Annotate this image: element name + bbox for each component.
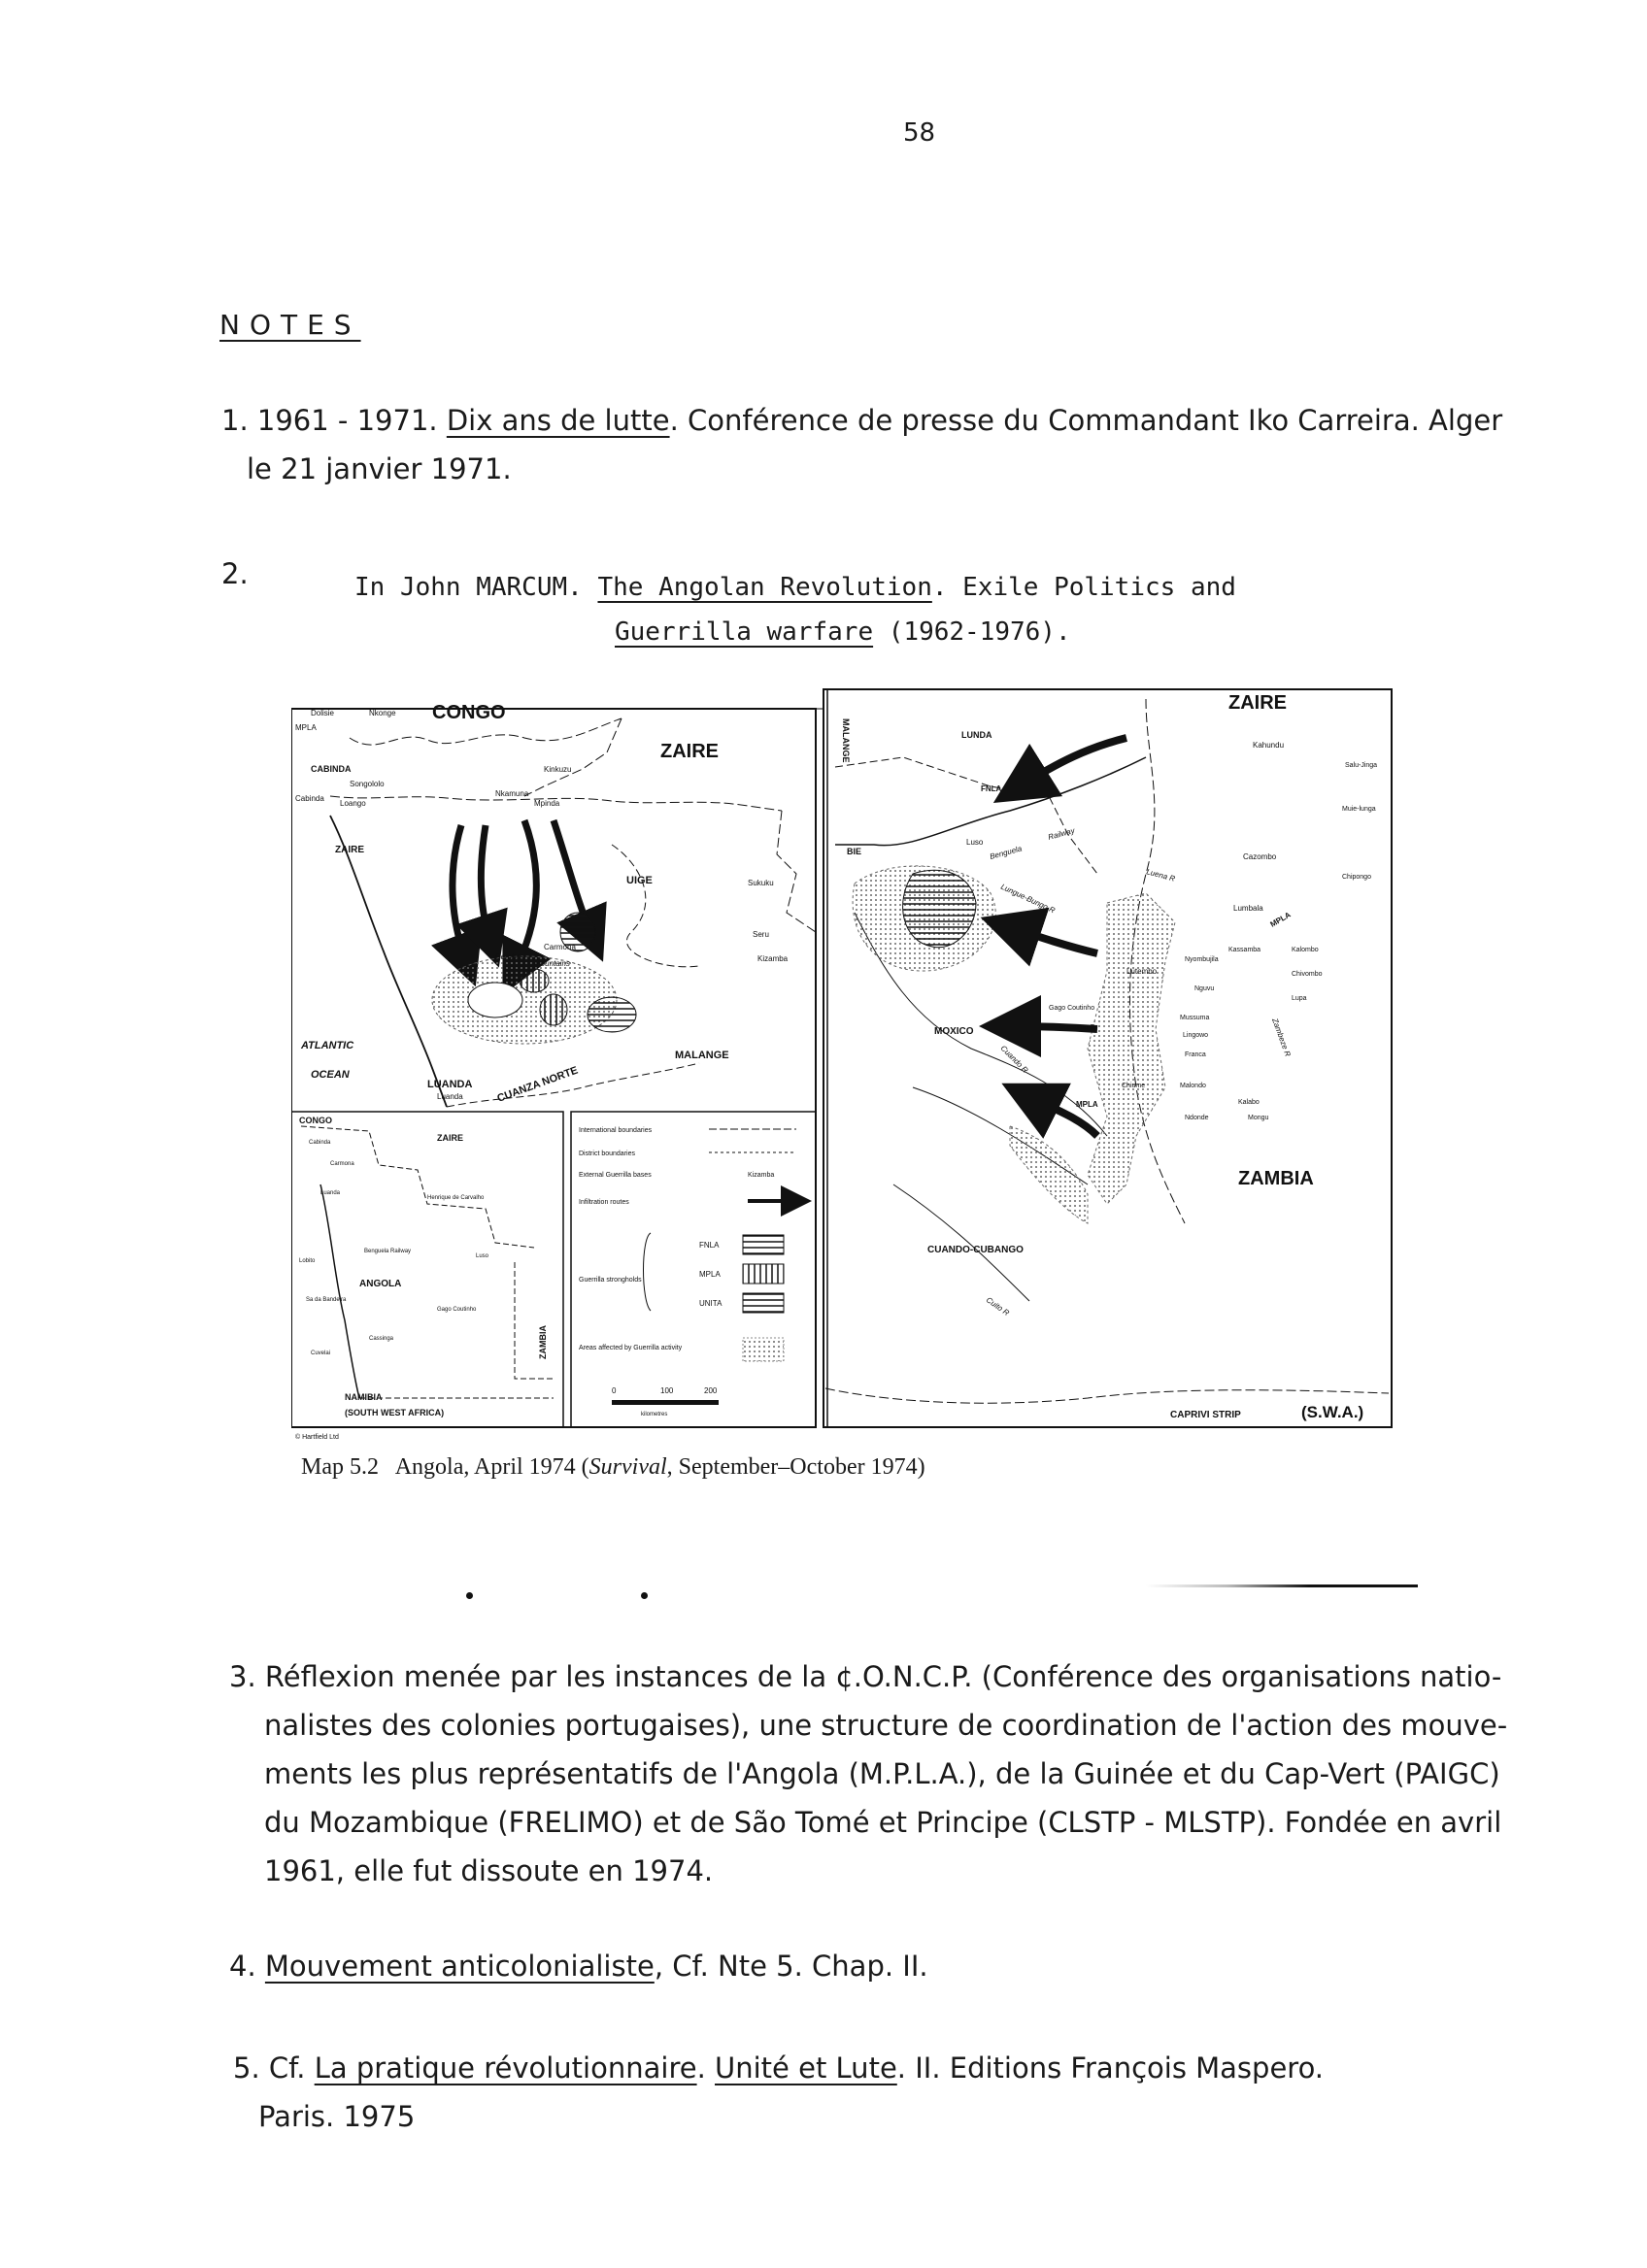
note-3 xyxy=(229,1652,1608,1895)
right-label-ndonde: Ndonde xyxy=(1185,1115,1209,1121)
note-5-text: . II. Editions François Maspero. xyxy=(896,2051,1325,2085)
right-label-lumbala: Lumbala xyxy=(1233,904,1263,913)
scan-streak xyxy=(1146,1584,1418,1587)
left-map-frame xyxy=(291,709,816,1427)
inset-cabinda: Cabinda xyxy=(309,1140,331,1146)
note-5-mid: . xyxy=(696,2051,706,2085)
right-label-mussuma-r: Mussuma R xyxy=(1059,1024,1095,1031)
inset-henrique: Henrique de Carvalho xyxy=(427,1195,485,1201)
legend-bases: External Guerrilla bases xyxy=(579,1172,652,1179)
right-label-kalombo: Kalombo xyxy=(1292,947,1319,953)
note-2-title2: Guerrilla warfare xyxy=(615,617,874,647)
right-label-swa: (S.W.A.) xyxy=(1301,1403,1364,1421)
legend-strongholds: Guerrilla strongholds xyxy=(579,1277,642,1284)
right-label-chivombo: Chivombo xyxy=(1292,971,1323,978)
label-cabinda: CABINDA xyxy=(311,764,352,774)
right-label-lupa: Lupa xyxy=(1292,995,1307,1002)
note-3-line-5: 1961, elle fut dissoute en 1974. xyxy=(264,1854,714,1887)
right-label-luso: Luso xyxy=(966,838,984,847)
right-label-malondo: Malondo xyxy=(1180,1083,1206,1089)
inset-luso: Luso xyxy=(476,1253,489,1259)
label-sukuku: Sukuku xyxy=(748,879,774,887)
right-label-zambia: ZAMBIA xyxy=(1238,1168,1314,1189)
inset-cuvelai: Cuvelai xyxy=(311,1351,331,1356)
label-cabinda-town: Cabinda xyxy=(295,794,324,803)
note-5-number: 5. xyxy=(233,2051,260,2085)
note-3-line-2: nalistes des colonies portugaises), une structure de coordination de l'action des mouve- xyxy=(264,1709,1508,1742)
inset-swa: (SOUTH WEST AFRICA) xyxy=(345,1408,445,1418)
right-label-mussuma: Mussuma xyxy=(1180,1015,1210,1021)
legend-scale-100: 100 xyxy=(660,1386,674,1395)
label-nkamuna: Nkamuna xyxy=(495,789,529,798)
label-luanda: LUANDA xyxy=(427,1079,473,1090)
label-ocean: OCEAN xyxy=(311,1069,350,1081)
inset-cassinga: Cassinga xyxy=(369,1336,394,1342)
inset-gago: Gago Coutinho xyxy=(437,1307,477,1313)
label-mountains: Mountains xyxy=(534,959,570,968)
note-2-post: . Exile Politics and xyxy=(931,573,1236,602)
legend-scale-200: 200 xyxy=(704,1386,718,1395)
note-2-number: 2. xyxy=(221,557,249,590)
scan-speck xyxy=(466,1592,473,1599)
map-caption-end: , September–October 1974) xyxy=(666,1454,925,1480)
map-caption-journal: Survival xyxy=(588,1454,667,1480)
note-2-pre: In John MARCUM. xyxy=(354,573,583,602)
label-atlantic: ATLANTIC xyxy=(301,1040,354,1051)
right-label-mpla-east: MPLA xyxy=(1268,910,1293,929)
scan-speck xyxy=(641,1592,648,1599)
right-label-luena: Luena R xyxy=(1145,867,1177,884)
label-luanda-town: Luanda xyxy=(437,1092,463,1101)
legend-district: District boundaries xyxy=(579,1151,635,1157)
right-label-lunda: LUNDA xyxy=(961,730,992,740)
label-carmona: Carmona xyxy=(544,943,576,951)
inset-frame xyxy=(291,1112,563,1427)
note-2-post2: (1962-1976). xyxy=(873,617,1071,647)
right-label-lungue: Lungue-Bungo R xyxy=(999,882,1057,916)
inset-sa-bandeira: Sa da Bandeira xyxy=(306,1297,347,1303)
inset-angola: ANGOLA xyxy=(359,1279,402,1289)
right-label-chiume: Chiume xyxy=(1122,1083,1146,1089)
label-mpinda: Mpinda xyxy=(534,799,560,808)
legend-intl: International boundaries xyxy=(579,1127,653,1134)
right-label-mongu: Mongu xyxy=(1248,1115,1269,1121)
note-5-title: La pratique révolutionnaire xyxy=(314,2051,697,2085)
legend-fnla: FNLA xyxy=(699,1241,720,1250)
inset-namibia: NAMIBIA xyxy=(345,1392,383,1402)
right-label-cazombo: Cazombo xyxy=(1243,852,1277,861)
label-malange-left: MALANGE xyxy=(675,1050,729,1061)
note-5 xyxy=(233,2044,1324,2141)
note-4-title: Mouvement anticolonialiste xyxy=(264,1950,655,1983)
inset-zaire: ZAIRE xyxy=(437,1133,463,1143)
right-label-nguvu: Nguvu xyxy=(1194,985,1215,992)
note-5-pre: Cf. xyxy=(268,2051,306,2085)
note-1-line2: le 21 janvier 1971. xyxy=(247,452,512,485)
legend-routes: Infiltration routes xyxy=(579,1199,629,1206)
label-dolisie: Dolisie xyxy=(311,709,335,717)
legend-unita: UNITA xyxy=(699,1299,723,1308)
notes-heading: NOTES xyxy=(219,309,361,341)
right-label-gago: Gago Coutinho xyxy=(1049,1005,1095,1012)
right-label-kahundu: Kahundu xyxy=(1253,741,1285,750)
right-label-cuito: Cuito R xyxy=(984,1295,1011,1317)
note-4-number: 4. xyxy=(229,1950,256,1983)
right-label-malange: MALANGE xyxy=(841,718,851,763)
right-map xyxy=(825,689,1389,1427)
legend-bases-example: Kizamba xyxy=(748,1172,775,1179)
label-cuanza-norte: CUANZA NORTE xyxy=(495,1064,580,1105)
inset-lobito: Lobito xyxy=(299,1258,316,1264)
note-2-title: The Angolan Revolution xyxy=(597,573,932,602)
right-label-kassamba: Kassamba xyxy=(1228,947,1261,953)
note-3-number: 3. xyxy=(229,1660,256,1693)
note-3-line-1: Réflexion menée par les instances de la ¢.O.N.C.P. (Conférence des organisations natio- xyxy=(264,1660,1502,1693)
note-4-text: , Cf. Nte 5. Chap. II. xyxy=(654,1950,928,1983)
note-1 xyxy=(221,396,1581,493)
map-caption xyxy=(301,1454,925,1481)
inset-carmona: Carmona xyxy=(330,1161,354,1167)
page-number: 58 xyxy=(903,118,936,148)
map-credit: © Hartfield Ltd xyxy=(295,1434,339,1441)
right-label-fnla: FNLA xyxy=(981,784,1002,793)
label-zaire: ZAIRE xyxy=(660,741,719,762)
label-congo: CONGO xyxy=(432,702,506,723)
right-label-franca: Franca xyxy=(1185,1051,1206,1058)
label-mpla-left: MPLA xyxy=(295,723,317,732)
left-map xyxy=(295,702,816,1107)
note-1-number: 1. xyxy=(221,404,249,437)
inset-zambia: ZAMBIA xyxy=(538,1325,548,1359)
note-5-line2: Paris. 1975 xyxy=(258,2100,416,2133)
right-label-lingowo: Lingowo xyxy=(1183,1032,1209,1039)
label-zaire-province: ZAIRE xyxy=(335,845,364,855)
label-seru: Seru xyxy=(753,930,769,939)
label-uige: UIGE xyxy=(626,875,653,886)
right-label-kalabo: Kalabo xyxy=(1238,1099,1260,1106)
right-label-lutembo: Lutembo xyxy=(1126,967,1158,976)
right-label-moxico: MOXICO xyxy=(934,1026,974,1037)
right-label-railway: Railway xyxy=(1047,825,1076,842)
inset-benguela: Benguela Railway xyxy=(364,1249,412,1254)
right-label-chipongo: Chipongo xyxy=(1342,874,1371,881)
label-loango: Loango xyxy=(340,799,366,808)
legend xyxy=(579,1127,796,1418)
legend-scale-unit: kilometres xyxy=(641,1412,668,1418)
label-kizamba: Kizamba xyxy=(757,954,789,963)
map-caption-prefix: Map 5.2 xyxy=(301,1454,379,1480)
label-dembos: Dembos xyxy=(495,952,524,961)
right-label-benguela: Benguela xyxy=(989,844,1024,861)
note-3-line-4: du Mozambique (FRELIMO) et de São Tomé et Principe (CLSTP - MLSTP). Fondée en avril xyxy=(264,1806,1502,1839)
legend-scale-0: 0 xyxy=(612,1386,617,1395)
right-label-cuandocubango: CUANDO-CUBANGO xyxy=(927,1245,1024,1255)
right-label-bie: BIE xyxy=(847,847,862,856)
inset-map xyxy=(299,1116,554,1418)
right-label-zaire: ZAIRE xyxy=(1228,692,1287,714)
inset-congo: CONGO xyxy=(299,1116,333,1125)
map-figure xyxy=(291,680,1398,1447)
inset-luanda: Luanda xyxy=(320,1190,341,1196)
label-kinkuzu: Kinkuzu xyxy=(544,765,572,774)
right-label-mpla-south: MPLA xyxy=(1076,1100,1098,1109)
right-label-salujinga: Salu-Jinga xyxy=(1345,762,1378,769)
right-label-cuando: Cuando R xyxy=(998,1044,1030,1075)
legend-mpla: MPLA xyxy=(699,1270,721,1279)
right-label-zambeze: Zambeze R xyxy=(1270,1017,1293,1058)
note-2 xyxy=(354,565,1236,654)
note-1-title: Dix ans de lutte xyxy=(446,404,670,437)
note-5-title2: Unité et Lute xyxy=(715,2051,897,2085)
right-label-nyombujila: Nyombujila xyxy=(1185,956,1219,963)
note-1-dates: 1961 - 1971. xyxy=(256,404,438,437)
legend-areas: Areas affected by Guerrilla activity xyxy=(579,1345,683,1351)
map-caption-main: Angola, April 1974 ( xyxy=(394,1454,589,1480)
note-4 xyxy=(229,1942,928,1990)
right-label-caprivi: CAPRIVI STRIP xyxy=(1170,1410,1241,1420)
note-3-line-3: ments les plus représentatifs de l'Angola (M.P.L.A.), de la Guinée et du Cap-Vert (PAIGC) xyxy=(264,1757,1500,1790)
note-1-text: . Conférence de presse du Commandant Iko Carreira. Alger xyxy=(669,404,1503,437)
label-nkonge: Nkonge xyxy=(369,709,396,717)
map-svg xyxy=(291,680,1398,1447)
right-label-muie: Muie-lunga xyxy=(1342,806,1376,813)
label-songololo: Songololo xyxy=(350,780,385,788)
